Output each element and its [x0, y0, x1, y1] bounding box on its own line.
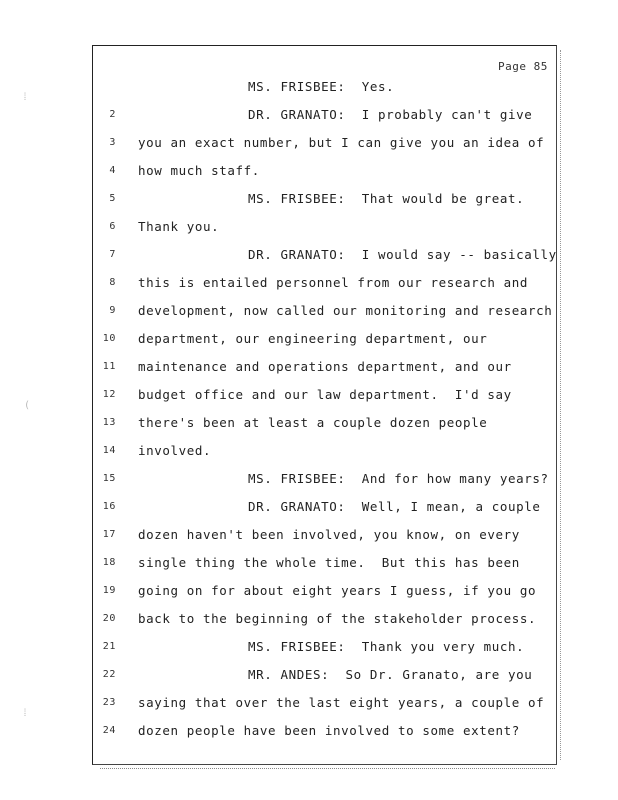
line-text: how much staff.	[138, 163, 260, 178]
line-text: department, our engineering department, our	[138, 331, 488, 346]
transcript-line	[0, 246, 618, 264]
speaker-line-text: MS. FRISBEE: Thank you very much.	[248, 639, 525, 654]
line-number: 14	[102, 445, 116, 456]
transcript-line	[0, 190, 618, 208]
speaker-line-text: DR. GRANATO: I probably can't give	[248, 107, 533, 122]
line-text: development, now called our monitoring and research	[138, 303, 553, 318]
speaker-line-text: MS. FRISBEE: And for how many years?	[248, 471, 549, 486]
speaker-line-text: MR. ANDES: So Dr. Granato, are you	[248, 667, 533, 682]
margin-speck: ⁞	[22, 708, 29, 719]
transcript-line	[0, 610, 618, 628]
line-number: 6	[109, 221, 116, 232]
transcript-line	[0, 134, 618, 152]
line-text: Thank you.	[138, 219, 220, 234]
line-number: 20	[102, 613, 116, 624]
line-number: 10	[102, 333, 116, 344]
line-number: 16	[102, 501, 116, 512]
line-number: 11	[102, 361, 116, 372]
transcript-line	[0, 78, 618, 96]
transcript-line	[0, 106, 618, 124]
line-text: single thing the whole time. But this has been	[138, 555, 520, 570]
line-number: 12	[102, 389, 116, 400]
line-number: 5	[109, 193, 116, 204]
transcript-line	[0, 386, 618, 404]
line-number: 17	[102, 529, 116, 540]
line-text: saying that over the last eight years, a couple of	[138, 695, 545, 710]
line-number: 2	[109, 109, 116, 120]
line-text: budget office and our law department. I'd say	[138, 387, 512, 402]
scan-edge-bottom	[100, 768, 555, 772]
transcript-line	[0, 526, 618, 544]
transcript-line	[0, 638, 618, 656]
line-number: 7	[109, 249, 116, 260]
transcript-line	[0, 330, 618, 348]
line-text: going on for about eight years I guess, if you go	[138, 583, 537, 598]
margin-speck: ⁞	[22, 92, 29, 103]
line-text: dozen people have been involved to some extent?	[138, 723, 520, 738]
line-number: 8	[109, 277, 116, 288]
line-text: this is entailed personnel from our research and	[138, 275, 529, 290]
transcript-line	[0, 358, 618, 376]
transcript-page-frame	[92, 45, 557, 765]
transcript-line	[0, 666, 618, 684]
line-text: back to the beginning of the stakeholder process.	[138, 611, 537, 626]
speaker-line-text: DR. GRANATO: I would say -- basically	[248, 247, 557, 262]
line-text: maintenance and operations department, and our	[138, 359, 512, 374]
speaker-line-text: MS. FRISBEE: Yes.	[248, 79, 395, 94]
line-number: 18	[102, 557, 116, 568]
page-number: Page 85	[498, 60, 548, 73]
transcript-line	[0, 414, 618, 432]
line-number: 15	[102, 473, 116, 484]
transcript-line	[0, 442, 618, 460]
transcript-line	[0, 302, 618, 320]
line-number: 19	[102, 585, 116, 596]
transcript-line	[0, 722, 618, 740]
margin-speck: (	[24, 400, 31, 411]
speaker-line-text: MS. FRISBEE: That would be great.	[248, 191, 525, 206]
line-number: 22	[102, 669, 116, 680]
line-number: 4	[109, 165, 116, 176]
line-text: you an exact number, but I can give you an idea of	[138, 135, 545, 150]
speaker-line-text: DR. GRANATO: Well, I mean, a couple	[248, 499, 541, 514]
line-number: 23	[102, 697, 116, 708]
transcript-line	[0, 470, 618, 488]
transcript-line	[0, 218, 618, 236]
line-number: 24	[102, 725, 116, 736]
line-number: 13	[102, 417, 116, 428]
line-number: 9	[109, 305, 116, 316]
transcript-line	[0, 554, 618, 572]
transcript-line	[0, 582, 618, 600]
line-number: 21	[102, 641, 116, 652]
line-text: dozen haven't been involved, you know, on every	[138, 527, 520, 542]
transcript-line	[0, 694, 618, 712]
transcript-line	[0, 162, 618, 180]
transcript-line	[0, 274, 618, 292]
line-number: 3	[109, 137, 116, 148]
line-text: involved.	[138, 443, 212, 458]
line-text: there's been at least a couple dozen people	[138, 415, 488, 430]
transcript-line	[0, 498, 618, 516]
